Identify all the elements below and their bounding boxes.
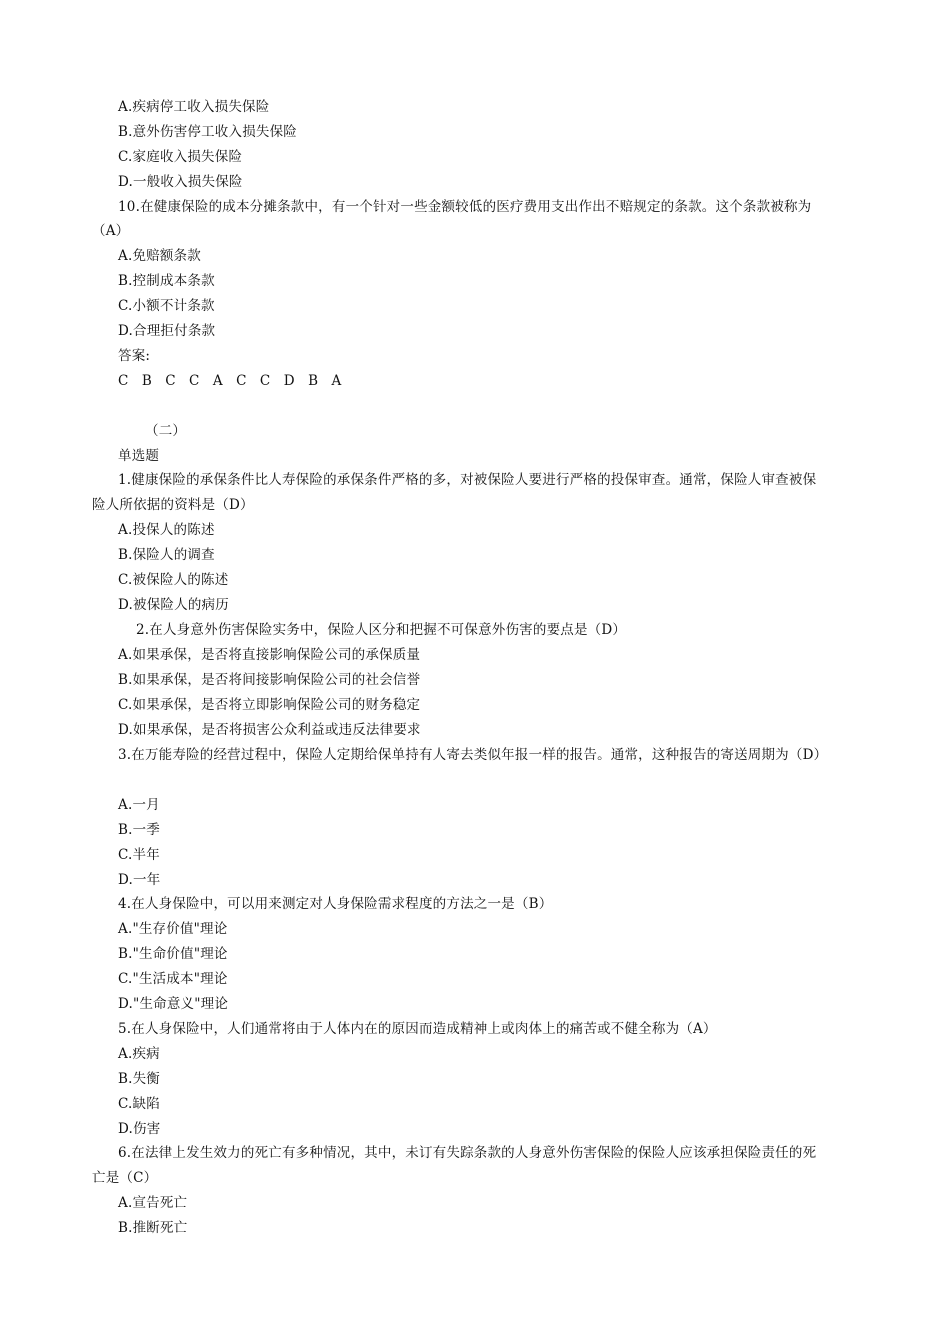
q6-question-line1: 6.在法律上发生效力的死亡有多种情况，其中，未订有失踪条款的人身意外伤害保险的保险人应该承担保险责任的死 <box>118 1145 817 1161</box>
q1-question-line2: 险人所依据的资料是（D） <box>92 497 254 513</box>
q9-option-d: D.一般收入损失保险 <box>118 174 243 190</box>
q5-question: 5.在人身保险中，人们通常将由于人体内在的原因而造成精神上或肉体上的痛苦或不健全称为（A） <box>118 1021 717 1037</box>
q5-option-a: A.疾病 <box>118 1046 160 1062</box>
q4-option-d: D."生命意义"理论 <box>118 996 229 1012</box>
q1-option-a: A.投保人的陈述 <box>118 522 215 538</box>
q3-question: 3.在万能寿险的经营过程中，保险人定期给保单持有人寄去类似年报一样的报告。通常，这种报告的寄送周期为（D） <box>118 747 828 763</box>
q3-option-b: B.一季 <box>118 822 161 838</box>
q1-question-line1: 1.健康保险的承保条件比人寿保险的承保条件严格的多，对被保险人要进行严格的投保审查。通常，保险人审查被保 <box>118 472 817 488</box>
q10-option-b: B.控制成本条款 <box>118 273 215 289</box>
q2-option-c: C.如果承保，是否将立即影响保险公司的财务稳定 <box>118 697 421 713</box>
q10-option-a: A.免赔额条款 <box>118 248 201 264</box>
q6-option-a: A.宣告死亡 <box>118 1195 188 1211</box>
q2-option-b: B.如果承保，是否将间接影响保险公司的社会信誉 <box>118 672 421 688</box>
q4-option-a: A."生存价值"理论 <box>118 921 228 937</box>
q5-option-c: C.缺陷 <box>118 1096 160 1112</box>
q1-option-c: C.被保险人的陈述 <box>118 572 229 588</box>
q10-question-line1: 10.在健康保险的成本分摊条款中，有一个针对一些金额较低的医疗费用支出作出不赔规定的条款。这个条款被称为 <box>118 199 812 215</box>
q4-question: 4.在人身保险中，可以用来测定对人身保险需求程度的方法之一是（B） <box>118 896 553 912</box>
q5-option-b: B.失衡 <box>118 1071 161 1087</box>
q3-option-d: D.一年 <box>118 872 161 888</box>
answer-key: C B C C A C C D B A <box>118 373 346 389</box>
q4-option-c: C."生活成本"理论 <box>118 971 228 987</box>
q10-question-line2: （A） <box>92 223 130 239</box>
q10-option-d: D.合理拒付条款 <box>118 323 216 339</box>
q9-option-c: C.家庭收入损失保险 <box>118 149 243 165</box>
answer-label: 答案: <box>118 348 151 364</box>
q9-option-b: B.意外伤害停工收入损失保险 <box>118 124 298 140</box>
q10-option-c: C.小额不计条款 <box>118 298 215 314</box>
q2-option-a: A.如果承保，是否将直接影响保险公司的承保质量 <box>118 647 421 663</box>
section-title: （二） <box>145 423 187 439</box>
section-type: 单选题 <box>118 448 160 464</box>
q3-option-a: A.一月 <box>118 797 160 813</box>
q1-option-b: B.保险人的调查 <box>118 547 215 563</box>
q1-option-d: D.被保险人的病历 <box>118 597 229 613</box>
q4-option-b: B."生命价值"理论 <box>118 946 228 962</box>
q5-option-d: D.伤害 <box>118 1121 161 1137</box>
q3-option-c: C.半年 <box>118 847 160 863</box>
q9-option-a: A.疾病停工收入损失保险 <box>118 99 270 115</box>
q2-option-d: D.如果承保，是否将损害公众利益或违反法律要求 <box>118 722 421 738</box>
q2-question: 2.在人身意外伤害保险实务中，保险人区分和把握不可保意外伤害的要点是（D） <box>136 622 627 638</box>
q6-question-line2: 亡是（C） <box>92 1170 158 1186</box>
q6-option-b: B.推断死亡 <box>118 1220 188 1236</box>
